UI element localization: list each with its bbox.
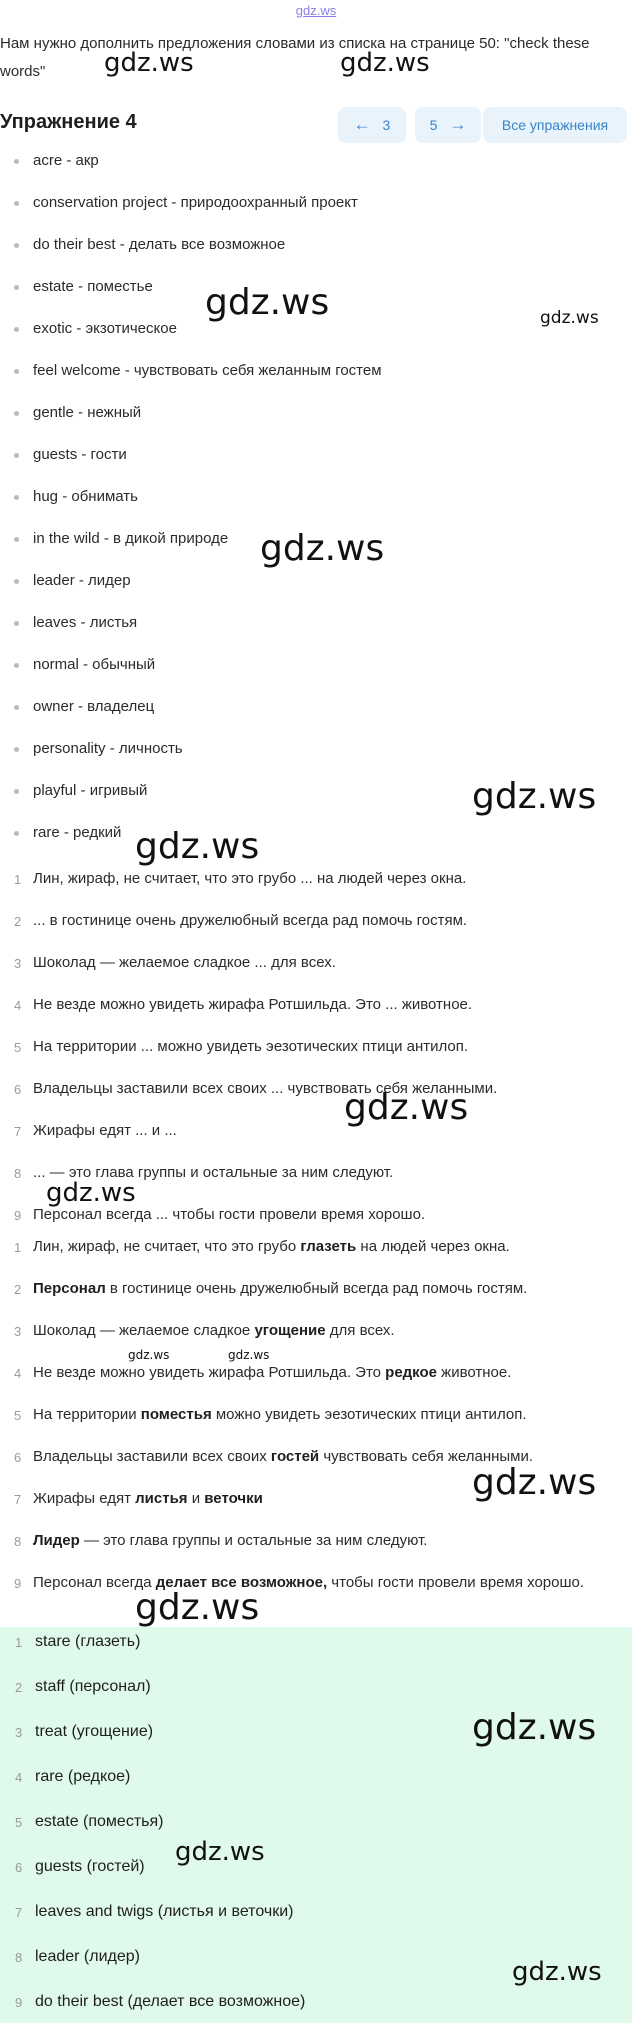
answer-row [0, 1633, 632, 1677]
question-text: Не везде можно увидеть жирафа Ротшильда. Это ... животное. [33, 996, 473, 1013]
answer-number: 2 [15, 1680, 23, 1695]
vocab-text: playful - игривый [33, 782, 148, 799]
watermark-text: gdz.ws [205, 282, 330, 323]
watermark-text: gdz.ws [344, 1087, 469, 1128]
answer-row [0, 1903, 632, 1947]
bullet-icon [14, 159, 19, 164]
vocab-text: exotic - экзотическое [33, 320, 177, 337]
answer-text: stare (глазеть) [35, 1633, 141, 1650]
inserted-word: глазеть [300, 1238, 357, 1255]
bullet-icon [14, 369, 19, 374]
answer-number: 6 [15, 1860, 23, 1875]
filled-sentence [33, 1530, 628, 1552]
answer-number: 5 [15, 1815, 23, 1830]
vocab-text: in the wild - в дикой природе [33, 530, 229, 547]
vocab-item [0, 696, 632, 738]
exercise-title: Упражнение 4 [0, 111, 137, 133]
sentence-middle: и [187, 1490, 205, 1507]
filled-sentence [33, 1566, 593, 1600]
vocab-item [0, 402, 632, 444]
bullet-icon [14, 789, 19, 794]
question-number: 6 [14, 1082, 22, 1097]
sentence-before: Шоколад — желаемое сладкое [33, 1322, 255, 1339]
bullet-icon [14, 411, 19, 416]
vocab-text: personality - личность [33, 740, 183, 757]
bullet-icon [14, 831, 19, 836]
question-text: Шоколад — желаемое сладкое ... для всех. [33, 954, 336, 971]
question-number: 7 [14, 1124, 22, 1139]
question-number: 9 [14, 1208, 22, 1223]
answer-row [0, 1768, 632, 1812]
answer-number: 1 [15, 1635, 23, 1650]
watermark-text: gdz.ws [128, 1348, 170, 1362]
vocab-item [0, 318, 632, 360]
filled-sentence [33, 1320, 628, 1342]
answer-text: do their best (делает все возможное) [35, 1993, 306, 2010]
bullet-icon [14, 285, 19, 290]
inserted-word: Лидер [33, 1532, 80, 1549]
question-text: Лин, жираф, не считает, что это грубо ... на людей через окна. [33, 870, 467, 887]
vocab-text: leaves - листья [33, 614, 138, 631]
vocab-item [0, 150, 632, 192]
sentence-after: можно увидеть эезотических птици антилоп. [211, 1406, 527, 1423]
inserted-word: Персонал [33, 1280, 106, 1297]
answer-text: rare (редкое) [35, 1768, 131, 1785]
answer-row [0, 1813, 632, 1857]
bullet-icon [14, 201, 19, 206]
bullet-icon [14, 621, 19, 626]
filled-sentence-row [0, 1572, 632, 1628]
bullet-icon [14, 453, 19, 458]
watermark-text: gdz.ws [260, 528, 385, 569]
watermark-text: gdz.ws [540, 308, 599, 328]
watermark-text: gdz.ws [135, 826, 260, 867]
inserted-word: угощение [254, 1322, 326, 1339]
vocab-text: hug - обнимать [33, 488, 138, 505]
question-row [0, 1078, 632, 1120]
watermark-text: gdz.ws [472, 1707, 597, 1748]
question-row [0, 994, 632, 1036]
filled-sentence-row [0, 1320, 632, 1362]
sentence-before: Жирафы едят [33, 1490, 136, 1507]
answer-text: treat (угощение) [35, 1723, 154, 1740]
answer-number: 3 [15, 1725, 23, 1740]
inserted-word: листья [135, 1490, 188, 1507]
watermark-text: gdz.ws [135, 1587, 260, 1628]
filled-sentence-row [0, 1236, 632, 1278]
vocab-item [0, 234, 632, 276]
vocab-text: normal - обычный [33, 656, 156, 673]
vocab-item [0, 612, 632, 654]
answer-number: 8 [15, 1950, 23, 1965]
sentence-number: 2 [14, 1282, 22, 1297]
vocab-text: gentle - нежный [33, 404, 142, 421]
task-description: Нам нужно дополнить предложения словами из списка на странице 50: "check these words" [0, 35, 590, 80]
question-row [0, 868, 632, 910]
filled-sentence-row [0, 1404, 632, 1446]
question-number: 3 [14, 956, 22, 971]
answer-text: staff (персонал) [35, 1678, 151, 1695]
vocab-text: acre - акр [33, 152, 99, 169]
answer-text: estate (поместья) [35, 1813, 164, 1830]
bullet-icon [14, 243, 19, 248]
bullet-icon [14, 537, 19, 542]
sentence-number: 5 [14, 1408, 22, 1423]
sentence-before: На территории [33, 1406, 141, 1423]
vocab-item [0, 738, 632, 780]
sentence-number: 1 [14, 1240, 22, 1255]
vocab-text: guests - гости [33, 446, 127, 463]
filled-sentence-row [0, 1362, 632, 1404]
filled-sentence [33, 1278, 628, 1300]
inserted-word: делает все возможное, [155, 1574, 328, 1591]
answer-text: leaves and twigs (листья и веточки) [35, 1903, 294, 1920]
watermark-text: gdz.ws [340, 48, 430, 78]
answer-number: 7 [15, 1905, 23, 1920]
vocab-item [0, 192, 632, 234]
question-number: 2 [14, 914, 22, 929]
vocab-item [0, 654, 632, 696]
bullet-icon [14, 705, 19, 710]
question-text: Владельцы заставили всех своих ... чувствовать себя желанными. [33, 1080, 498, 1097]
question-row [0, 952, 632, 994]
prev-exercise-button[interactable] [338, 107, 406, 143]
question-number: 4 [14, 998, 22, 1013]
sentence-number: 7 [14, 1492, 22, 1507]
sentence-after: чтобы гости провели время хорошо. [327, 1574, 585, 1591]
next-exercise-button[interactable] [415, 107, 481, 143]
watermark-text: gdz.ws [472, 1462, 597, 1503]
answer-number: 4 [15, 1770, 23, 1785]
question-number: 5 [14, 1040, 22, 1055]
sentence-number: 8 [14, 1534, 22, 1549]
sentence-number: 9 [14, 1576, 22, 1591]
filled-sentence [33, 1362, 628, 1384]
answer-number: 9 [15, 1995, 23, 2010]
vocab-text: estate - поместье [33, 278, 153, 295]
watermark-text: gdz.ws [46, 1178, 136, 1208]
watermark-text: gdz.ws [228, 1348, 270, 1362]
inserted-word: гостей [270, 1448, 320, 1465]
question-number: 1 [14, 872, 22, 887]
vocab-text: do their best - делать все возможное [33, 236, 286, 253]
question-text: ... в гостинице очень дружелюбный всегда рад помочь гостям. [33, 912, 468, 929]
watermark-text: gdz.ws [175, 1837, 265, 1867]
watermark-text: gdz.ws [104, 48, 194, 78]
filled-sentence [33, 1236, 628, 1258]
sentence-after: на людей через окна. [356, 1238, 510, 1255]
vocab-item [0, 360, 632, 402]
sentence-before: Персонал всегда [33, 1574, 156, 1591]
next-exercise-label: 5 [429, 117, 438, 133]
filled-sentence-row [0, 1278, 632, 1320]
inserted-word: веточки [204, 1490, 263, 1507]
bullet-icon [14, 579, 19, 584]
filled-sentence [33, 1404, 628, 1426]
question-text: На территории ... можно увидеть эезотических птици антилоп. [33, 1038, 469, 1055]
vocab-item [0, 822, 632, 864]
watermark-text: gdz.ws [472, 776, 597, 817]
vocab-item [0, 486, 632, 528]
question-text: Персонал всегда ... чтобы гости провели время хорошо. [33, 1206, 426, 1223]
sentence-after: животное. [437, 1364, 512, 1381]
answer-row [0, 1858, 632, 1902]
vocab-text: feel welcome - чувствовать себя желанным гостем [33, 362, 382, 379]
vocab-item [0, 444, 632, 486]
vocab-item [0, 570, 632, 612]
sentence-before: Лин, жираф, не считает, что это грубо [33, 1238, 301, 1255]
question-text: Жирафы едят ... и ... [33, 1122, 177, 1139]
sentence-before: Владельцы заставили всех своих [33, 1448, 271, 1465]
answer-text: guests (гостей) [35, 1858, 145, 1875]
bullet-icon [14, 495, 19, 500]
bullet-icon [14, 747, 19, 752]
prev-exercise-label: 3 [382, 117, 391, 133]
sentence-after: в гостинице очень дружелюбный всегда рад помочь гостям. [105, 1280, 528, 1297]
bullet-icon [14, 663, 19, 668]
arrow-left-icon: ← [353, 115, 371, 134]
answer-text: leader (лидер) [35, 1948, 140, 1965]
all-exercises-button[interactable]: Все упражнения [483, 107, 627, 143]
bullet-icon [14, 327, 19, 332]
sentence-number: 4 [14, 1366, 22, 1381]
vocab-text: rare - редкий [33, 824, 122, 841]
site-logo[interactable]: gdz.ws [295, 3, 337, 18]
sentence-before: Не везде можно увидеть жирафа Ротшильда. Это [33, 1364, 386, 1381]
vocab-text: conservation project - природоохранный проект [33, 194, 358, 211]
answer-row [0, 1993, 632, 2037]
inserted-word: поместья [140, 1406, 212, 1423]
vocab-text: owner - владелец [33, 698, 155, 715]
sentence-after: чувствовать себя желанными. [319, 1448, 534, 1465]
arrow-right-icon: → [449, 115, 467, 134]
inserted-word: редкое [385, 1364, 437, 1381]
question-text: ... — это глава группы и остальные за ним следуют. [33, 1164, 394, 1181]
sentence-number: 3 [14, 1324, 22, 1339]
question-row [0, 1036, 632, 1078]
sentence-number: 6 [14, 1450, 22, 1465]
vocab-text: leader - лидер [33, 572, 131, 589]
sentence-after: — это глава группы и остальные за ним следуют. [79, 1532, 428, 1549]
watermark-text: gdz.ws [512, 1957, 602, 1987]
question-number: 8 [14, 1166, 22, 1181]
question-row [0, 910, 632, 952]
sentence-after: для всех. [325, 1322, 395, 1339]
exercise-header [0, 107, 632, 143]
question-row [0, 1120, 632, 1162]
